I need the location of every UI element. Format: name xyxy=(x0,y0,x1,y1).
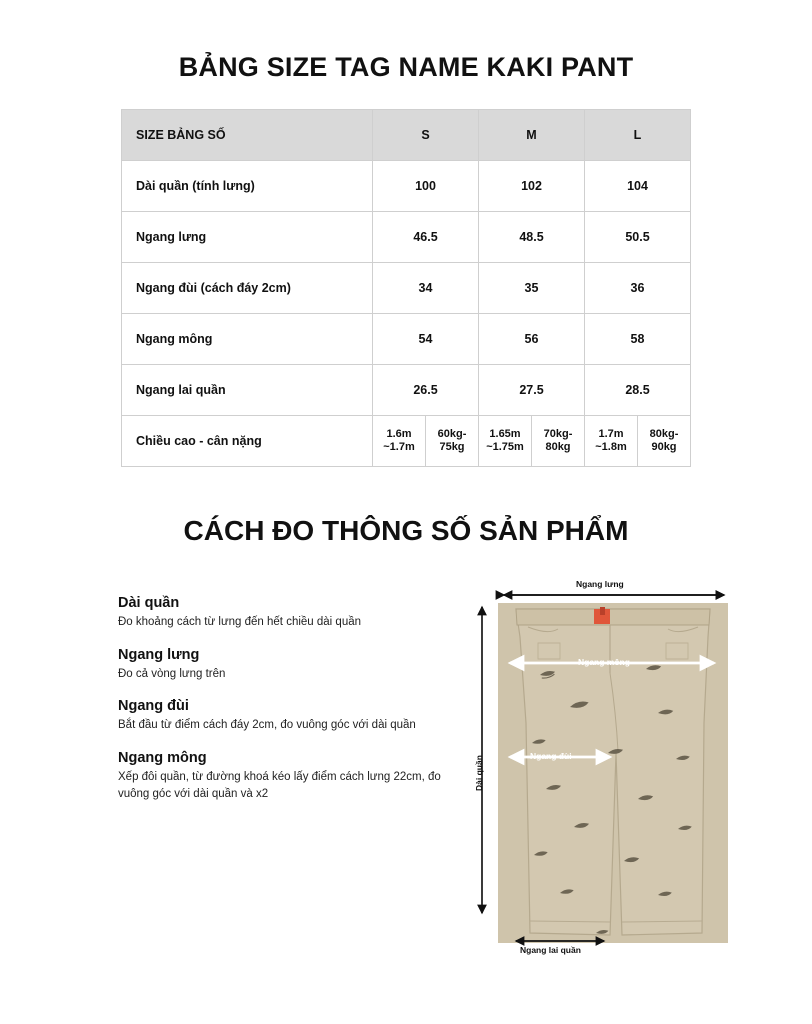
table-header-row xyxy=(122,110,691,161)
label-hem: Ngang lai quần xyxy=(520,945,581,955)
definition-title: Dài quần xyxy=(118,595,180,611)
s-height-value: 1.6m ~1.7m xyxy=(373,416,426,466)
header-cell-s: S xyxy=(373,110,479,161)
definition-item-thigh xyxy=(118,698,448,734)
definition-title: Ngang mông xyxy=(118,750,207,767)
section-title-measure: CÁCH ĐO THÔNG SỐ SẢN PHẨM xyxy=(183,515,629,546)
table-row xyxy=(122,161,691,212)
row-value-s: 54 xyxy=(373,314,479,365)
row-value-l: 50.5 xyxy=(585,212,691,263)
row-value-m: 56 xyxy=(479,314,585,365)
table-row xyxy=(122,365,691,416)
row-value-m-split xyxy=(479,416,585,467)
row-label: Chiều cao - cân nặng xyxy=(122,416,373,467)
definition-list xyxy=(118,573,448,961)
m-height-value: 1.65m ~1.75m xyxy=(479,416,532,466)
row-value-s: 46.5 xyxy=(373,212,479,263)
definition-text: Xếp đôi quần, từ đường khoá kéo lấy điểm cách lưng 22cm, đo vuông góc với dài quần và x2 xyxy=(118,771,441,800)
l-height-value: 1.7m ~1.8m xyxy=(585,416,638,466)
table-row xyxy=(122,314,691,365)
s-weight-value: 60kg- 75kg xyxy=(437,428,467,453)
page-title: BẢNG SIZE TAG NAME KAKI PANT xyxy=(178,52,634,82)
row-value-s: 100 xyxy=(373,161,479,212)
row-value-m: 102 xyxy=(479,161,585,212)
definition-title: Ngang lưng xyxy=(118,646,200,663)
table-row-height-weight xyxy=(122,416,691,467)
definition-text: Đo khoảng cách từ lưng đến hết chiều dài quần xyxy=(118,616,362,628)
size-table xyxy=(121,109,691,467)
label-waist: Ngang lưng xyxy=(576,579,624,589)
table-row xyxy=(122,212,691,263)
row-label: Ngang lưng xyxy=(122,212,373,263)
measurement-arrows xyxy=(458,581,768,961)
l-weight-value: 80kg- 90kg xyxy=(649,428,679,453)
row-label: Dài quần (tính lưng) xyxy=(122,161,373,212)
definition-item-hip xyxy=(118,750,448,802)
m-weight-value: 70kg- 80kg xyxy=(543,428,573,453)
definition-text: Đo cả vòng lưng trên xyxy=(118,667,226,680)
row-label: Ngang đùi (cách đáy 2cm) xyxy=(122,263,373,314)
row-value-l: 28.5 xyxy=(585,365,691,416)
row-label: Ngang lai quần xyxy=(122,365,373,416)
row-value-l-split xyxy=(585,416,691,467)
definition-item-length xyxy=(118,595,448,631)
label-thigh: Ngang đùi xyxy=(530,751,572,761)
header-cell-m: M xyxy=(479,110,585,161)
size-table-head xyxy=(122,110,691,161)
label-hip: Ngang mông xyxy=(578,657,630,667)
size-table-body xyxy=(122,161,691,467)
definition-item-waist xyxy=(118,647,448,683)
size-table-wrapper xyxy=(121,109,691,467)
header-cell-label: SIZE BẢNG SỐ xyxy=(122,110,373,161)
row-value-l: 58 xyxy=(585,314,691,365)
row-value-m: 48.5 xyxy=(479,212,585,263)
row-value-m: 35 xyxy=(479,263,585,314)
header-cell-l: L xyxy=(585,110,691,161)
row-value-m: 27.5 xyxy=(479,365,585,416)
measure-section xyxy=(0,573,812,961)
label-length: Dài quần xyxy=(474,755,484,791)
definition-title: Ngang đùi xyxy=(118,698,189,715)
measurement-diagram xyxy=(458,581,768,961)
row-label: Ngang mông xyxy=(122,314,373,365)
row-value-s-split xyxy=(373,416,479,467)
definition-text: Bắt đầu từ điểm cách đáy 2cm, đo vuông góc với dài quần xyxy=(118,719,416,732)
row-value-s: 34 xyxy=(373,263,479,314)
row-value-l: 104 xyxy=(585,161,691,212)
row-value-l: 36 xyxy=(585,263,691,314)
table-row xyxy=(122,263,691,314)
row-value-s: 26.5 xyxy=(373,365,479,416)
